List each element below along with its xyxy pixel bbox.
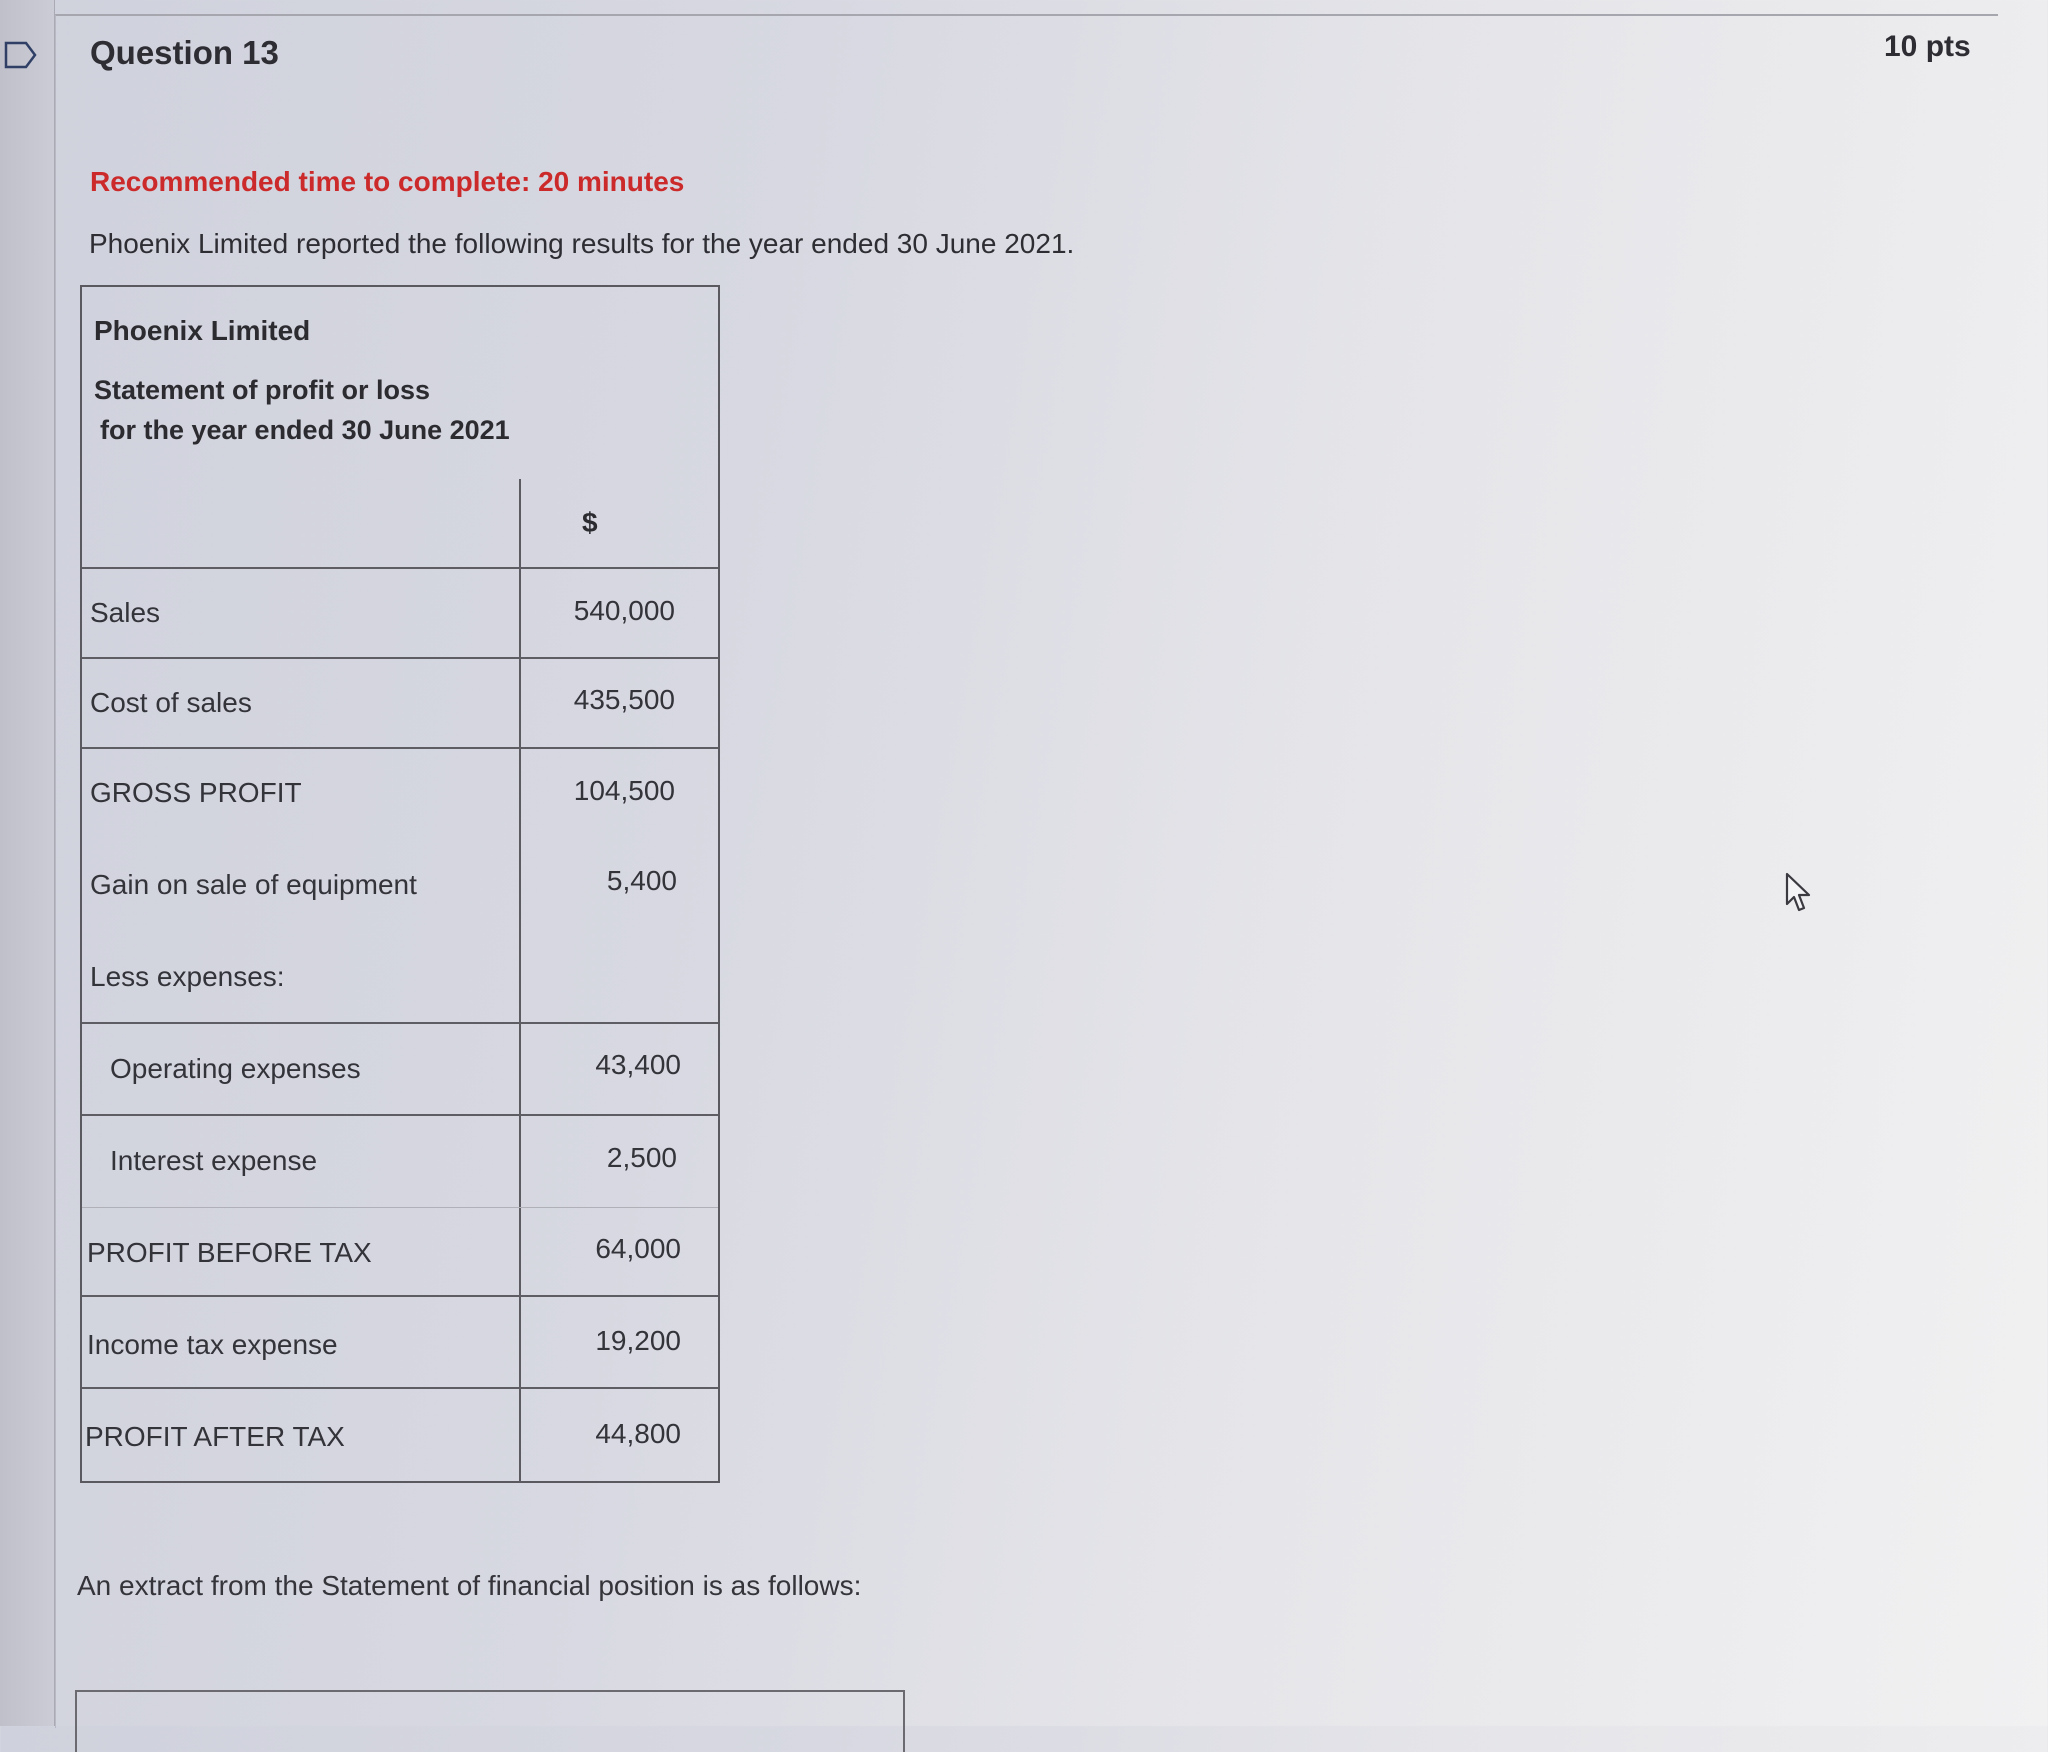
- row-separator: [82, 1207, 718, 1208]
- row-label-gross-profit: GROSS PROFIT: [90, 777, 302, 808]
- row-value-operating-expenses: 43,400: [595, 1049, 681, 1080]
- row-value-profit-after-tax: 44,800: [595, 1418, 681, 1449]
- row-label-less-expenses: Less expenses:: [90, 961, 285, 992]
- row-label-operating-expenses: Operating expenses: [110, 1053, 361, 1084]
- company-name: Phoenix Limited: [94, 315, 311, 346]
- row-separator: [82, 1022, 718, 1024]
- row-label-gain-on-sale: Gain on sale of equipment: [90, 869, 417, 900]
- row-separator: [82, 1295, 718, 1297]
- row-value-interest-expense: 2,500: [606, 1142, 677, 1173]
- question-title: Question 13: [90, 34, 279, 71]
- profit-or-loss-table: [80, 285, 720, 1483]
- row-separator: [82, 657, 718, 659]
- row-label-sales: Sales: [90, 597, 161, 628]
- row-label-interest-expense: Interest expense: [110, 1145, 318, 1176]
- row-value-profit-before-tax: 64,000: [595, 1233, 681, 1264]
- row-value-income-tax-expense: 19,200: [595, 1325, 681, 1356]
- row-separator: [82, 1114, 718, 1116]
- recommended-time-note: Recommended time to complete: 20 minutes: [90, 166, 685, 197]
- row-label-cost-of-sales: Cost of sales: [90, 687, 252, 718]
- row-label-profit-after-tax: PROFIT AFTER TAX: [85, 1421, 345, 1452]
- row-value-gain-on-sale: 5,400: [606, 865, 677, 896]
- row-value-sales: 540,000: [573, 595, 675, 626]
- statement-period: for the year ended 30 June 2021: [100, 415, 510, 445]
- row-separator: [82, 567, 718, 569]
- table-header: [82, 287, 718, 567]
- extract-intro: An extract from the Statement of financial position is as follows:: [77, 1570, 862, 1601]
- row-separator: [82, 747, 718, 749]
- mouse-pointer-icon: [1784, 872, 1818, 914]
- financial-position-table: [75, 1690, 905, 1752]
- row-label-income-tax-expense: Income tax expense: [87, 1329, 338, 1360]
- statement-title: Statement of profit or loss: [94, 375, 431, 405]
- row-separator: [82, 1387, 718, 1389]
- question-points: 10 pts: [1884, 30, 1971, 63]
- row-value-gross-profit: 104,500: [573, 775, 675, 806]
- left-gutter: [0, 0, 55, 1726]
- row-value-cost-of-sales: 435,500: [573, 684, 675, 715]
- question-intro: Phoenix Limited reported the following results for the year ended 30 June 2021.: [89, 228, 1075, 259]
- question-flag-icon[interactable]: [4, 40, 38, 70]
- currency-header: $: [582, 507, 598, 538]
- row-label-profit-before-tax: PROFIT BEFORE TAX: [87, 1237, 372, 1268]
